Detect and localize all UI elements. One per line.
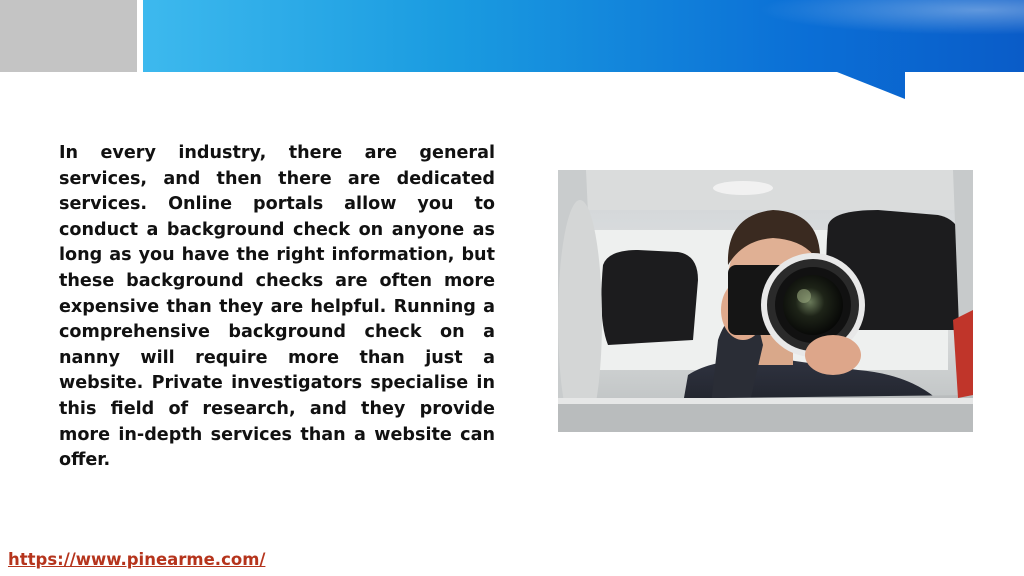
body-paragraph: In every industry, there are general services, and then there are dedicated services. Online portals allow you to conduct a background check on anyone as long as you have the right information, but these background checks are often more expensive than they are helpful. Running a comprehensive background check on a nanny will require more than just a website. Private investigators specialise in this field of research, and they provide more in-depth services than a website can offer. — [59, 143, 495, 471]
man-with-camera-in-car-photo — [558, 170, 973, 432]
website-link[interactable]: https://www.pinearme.com/ — [8, 550, 266, 569]
header-gray-block — [0, 0, 137, 72]
photographer-illustration — [558, 170, 973, 432]
header-banner — [0, 0, 1024, 100]
